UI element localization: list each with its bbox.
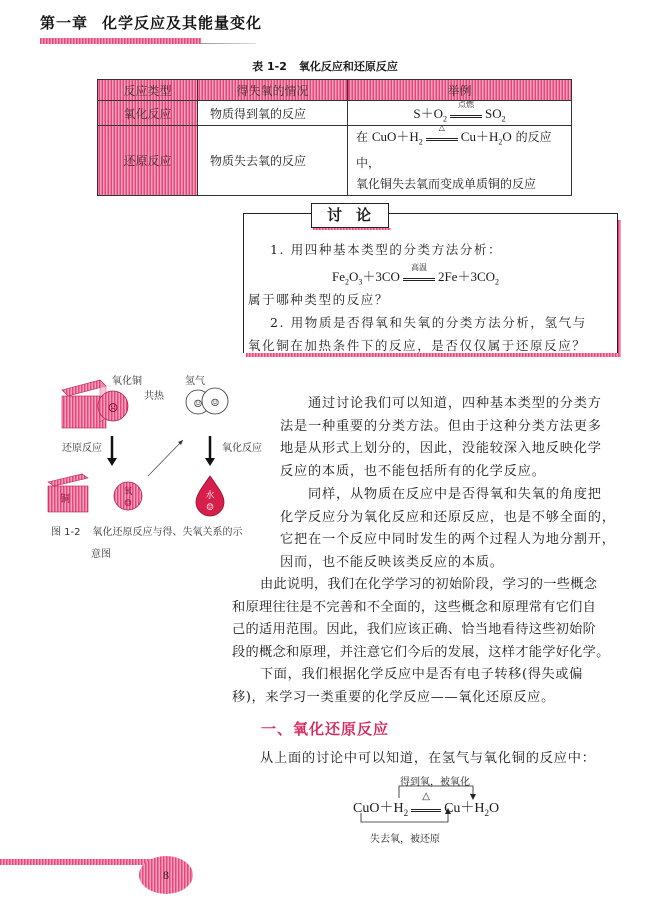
figure-number: 图 1-2 <box>51 527 81 538</box>
reaction-arrow: △ <box>411 803 441 815</box>
svg-text:氧: 氧 <box>123 487 133 497</box>
chapter-title: 化学反应及其能量变化 <box>102 14 263 32</box>
paragraph-2: 同样，从物质在反应中是否得氧和失氧的角度把 化学反应分为氧化反应和还原反应，也是不够全面的， 它把在一个反应中同时发生的两个过程人为地分割开， 因而，也不能反映该类反应的本质。 <box>280 487 616 570</box>
chemical-equation: $Fe_2O_3+3CO$ 高温 $2Fe+3CO_2$ <box>332 263 500 287</box>
svg-text:☺: ☺ <box>210 398 220 409</box>
chemical-equation: $CuO+H_2$ △ $Cu+H_2O$ <box>371 123 512 147</box>
table-cell: 物质失去氧的反应 <box>198 126 348 196</box>
discussion-question-2-cont: 氧化铜在加热条件下的反应，是否仅仅属于还原反应？ <box>248 338 587 353</box>
discussion-question-1-tail: 属于哪种类型的反应？ <box>248 292 390 307</box>
table-cell: 物质得到氧的反应 <box>198 101 348 126</box>
table-number: 表 1-2 <box>252 60 287 73</box>
table-header-row <box>98 80 572 101</box>
row-header: 氧化反应 <box>98 101 198 126</box>
paragraph-3: 由此说明，我们在化学学习的初始阶段，学习的一些概念 和原理往往是不完善和不全面的，这些概念和原理常有它们自 己的适用范围。因此，我们应该正确、恰当地看待这些初始阶 段的概念和原理，并注意它们今后的发展，这样才能学好化学。 <box>232 577 610 660</box>
svg-text:水: 水 <box>205 491 215 501</box>
reaction-arrow: 点燃 <box>450 109 482 121</box>
chemical-equation: $S+O_2$ 点燃 $SO_2$ <box>413 99 506 124</box>
label-copper-oxide: 氧化铜 <box>112 376 142 387</box>
label-reduction: 还原反应 <box>62 443 102 454</box>
page-number: 8 <box>163 868 169 882</box>
label-oxidized: 得到氧，被氧化 <box>400 777 470 788</box>
label-oxidation: 氧化反应 <box>222 443 262 454</box>
table-cell-example <box>348 101 572 126</box>
table-title: 氧化反应和还原反应 <box>298 60 398 73</box>
header-decorative-bar <box>40 38 201 44</box>
paragraph-4: 下面，我们根据化学反应中是否有电子转移(得失或偏 移)，来学习一类重要的化学反应——氧化还原反应。 <box>232 667 583 705</box>
table-caption <box>0 58 650 74</box>
discussion-title-shadow <box>313 228 391 230</box>
reaction-arrow: 高温 <box>403 272 435 284</box>
column-header: 反应类型 <box>98 80 198 101</box>
discussion-question-2: 2. 用物质是否得氧和失氧的分类方法分析，氢气与 <box>270 315 587 330</box>
svg-text:☺: ☺ <box>193 399 203 410</box>
paragraph-1: 通过讨论我们可以知道，四种基本类型的分类方 法是一种重要的分类方法。但由于这种分类方法更多 地是从形式上划分的，因此，没能较深入地反映化学 反应的本质，也不能包括所有的化学反应。 <box>280 396 602 479</box>
row-header: 还原反应 <box>98 126 198 196</box>
paragraph-5: 从上面的讨论中可以知道，在氢气与氧化铜的反应中： <box>260 751 596 766</box>
table-row <box>98 101 572 126</box>
header-rule <box>201 43 256 44</box>
label-heat-together: 共热 <box>144 391 164 402</box>
discussion-box-shadow <box>618 220 621 357</box>
table-row <box>98 126 572 196</box>
discussion-title: 讨论 <box>311 203 389 228</box>
redox-illustration <box>30 368 270 518</box>
svg-text:☺: ☺ <box>123 499 133 509</box>
reaction-types-table <box>97 79 572 196</box>
discussion-question-1: 1. 用四种基本类型的分类方法分析： <box>270 242 503 257</box>
section-heading: 一、氧化还原反应 <box>261 720 390 738</box>
figure-caption: 图 1-2 氧化还原反应与得、失氧关系的示 意图 <box>51 527 243 560</box>
label-reduced: 失去氧，被还原 <box>370 834 440 845</box>
column-header: 举例 <box>348 80 572 101</box>
svg-text:铜: 铜 <box>60 494 70 505</box>
svg-text:☹: ☹ <box>107 401 119 415</box>
table-cell-example: 在 $CuO+H_2$ △ $Cu+H_2O$ 的反应中， 氧化铜失去氧而变成单质铜的反应 <box>348 126 572 196</box>
svg-text:☺: ☺ <box>205 503 215 513</box>
chapter-header <box>40 12 262 33</box>
redox-equation: $CuO+H_2$ △ $Cu+H_2O$ <box>353 790 500 818</box>
chapter-number: 第一章 <box>40 14 89 32</box>
column-header: 得失氧的情况 <box>198 80 348 101</box>
label-hydrogen: 氢气 <box>185 376 205 387</box>
reaction-arrow: △ <box>426 132 458 144</box>
